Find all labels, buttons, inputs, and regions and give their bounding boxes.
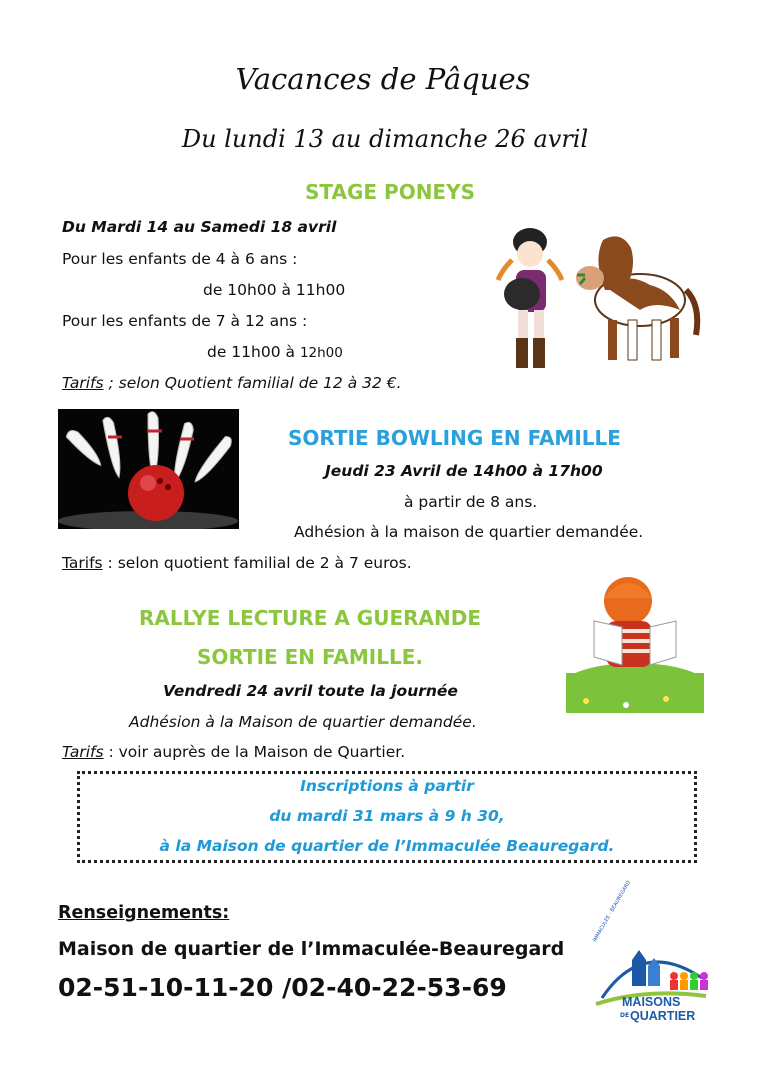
poneys-line2-time-a: de 11h00 à [207,343,300,361]
page-title: Vacances de Pâques [235,62,531,96]
poneys-dates: Du Mardi 14 au Samedi 18 avril [62,218,337,236]
contact-phones: 02-51-10-11-20 /02-40-22-53-69 [58,973,507,1002]
maisons-quartier-logo [592,879,714,1038]
reading-child-illustration [566,573,704,713]
logo-graphic [592,938,714,1038]
bowling-age: à partir de 8 ans. [404,493,538,511]
bowling-heading: SORTIE BOWLING EN FAMILLE [288,426,621,450]
poneys-line1: Pour les enfants de 4 à 6 ans : [62,250,298,268]
inscriptions-line1: Inscriptions à partir [300,777,474,795]
inscriptions-line2: du mardi 31 mars à 9 h 30, [269,807,505,825]
rallye-heading-2: SORTIE EN FAMILLE. [197,645,423,669]
logo-line2: QUARTIER [630,1009,696,1023]
rallye-adhesion: Adhésion à la Maison de quartier demandée. [129,713,477,731]
rallye-tarifs-text: : voir auprès de la Maison de Quartier. [103,743,406,761]
rallye-heading-1: RALLYE LECTURE A GUERANDE [139,606,481,630]
page-subtitle: Du lundi 13 au dimanche 26 avril [181,125,589,153]
rallye-date: Vendredi 24 avril toute la journée [163,682,458,700]
contact-name: Maison de quartier de l’Immaculée-Beauregard [58,938,565,960]
poneys-tarifs-label: Tarifs [62,374,104,392]
bowling-adhesion: Adhésion à la maison de quartier demandée. [294,523,644,541]
poneys-line2-time [207,343,343,361]
bowling-image [58,409,239,529]
logo-arc-text: IMMACULÉE - BEAUREGARD [592,879,633,943]
girl-pony-illustration [490,220,705,380]
bowling-tarifs-text: : selon quotient familial de 2 à 7 euros. [102,554,412,572]
poneys-line2: Pour les enfants de 7 à 12 ans : [62,312,308,330]
logo-prefix: DE [620,1012,630,1019]
contact-label: Renseignements: [58,903,230,923]
bowling-tarifs-label: Tarifs [62,554,103,572]
rallye-tarifs [62,743,405,761]
poneys-line2-time-b: 12h00 [299,345,343,361]
poneys-tarifs-text: ; selon Quotient familial de 12 à 32 €. [103,374,402,392]
bowling-date: Jeudi 23 Avril de 14h00 à 17h00 [325,462,603,480]
poneys-tarifs [62,374,402,392]
poneys-line1-time: de 10h00 à 11h00 [203,281,346,299]
poneys-heading: STAGE PONEYS [305,180,475,204]
bowling-tarifs [62,554,412,572]
rallye-tarifs-label: Tarifs [62,743,104,761]
inscriptions-line3: à la Maison de quartier de l’Immaculée Beauregard. [159,837,615,855]
logo-line1: MAISONS [622,995,681,1009]
